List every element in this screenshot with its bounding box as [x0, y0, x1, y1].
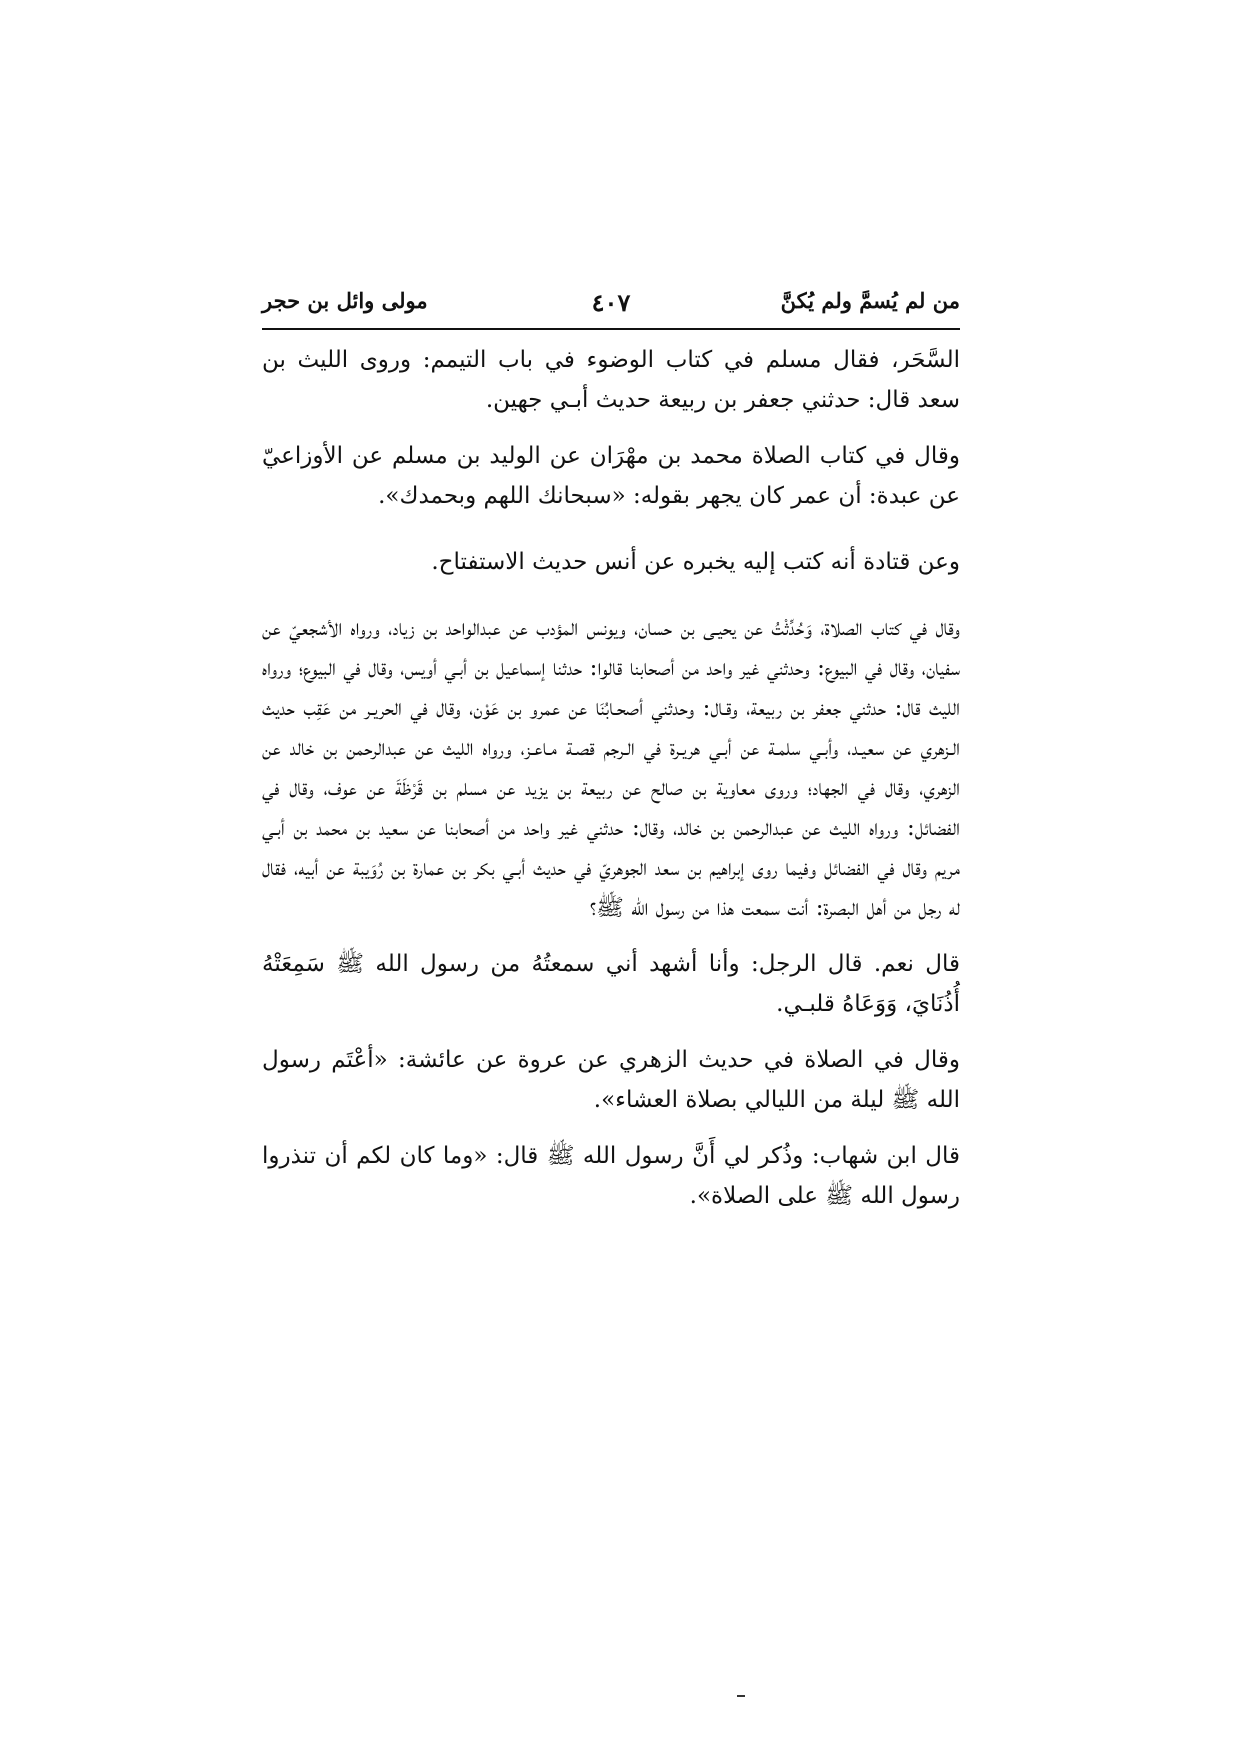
running-title-right: من لم يُسمَّ ولم يُكنَّ [780, 288, 960, 313]
paragraph-5: قال نعم. قال الرجل: وأنا أشهد أني سمعتُهُ من رسول الله ﷺ سَمِعَتْهُ أُذُنَايَ، وَوَعَاهُ قلبـي. [262, 951, 960, 1017]
header-rule [262, 328, 960, 330]
page-header [262, 286, 960, 330]
page-body [262, 340, 960, 1232]
paragraph-6: وقال في الصلاة في حديث الزهري عن عروة عن عائشة: «أعْتَم رسول الله ﷺ ليلة من الليالي بصلاة العشاء». [262, 1047, 960, 1113]
paragraph-1: السَّحَر، فقال مسلم في كتاب الوضوء في باب التيمم: وروى الليث بن سعد قال: حدثني جعفر بن ربيعة حديث أبـي جهين. [262, 347, 960, 413]
page-number: ٤٠٧ [591, 288, 631, 317]
running-title-left: مولى وائل بن حجر [262, 288, 428, 313]
stray-mark [737, 1695, 745, 1697]
paragraph-3: وعن قتادة أنه كتب إليه يخبره عن أنس حديث الاستفتاح. [431, 549, 960, 575]
paragraph-4: وقال في كتاب الصلاة، وَحُدِّثْتُ عن يحيـى بن حسان، ويونس المؤدب عن عبدالواحد بن زياد، ورواه الأشجعيّ عن سفيان، وقال في البيوع: وحدثني غير واحد من أصحابنا قالوا: حدثنا إسماعيل بن أبـي أويس، وقال في البيوع؛ ورواه الليث قال: حدثني جعفر بن ربيعة، وقـال: وحدثني أصحـابُنَا عن عمرو بن عَوْن، وقال في الحريـر من عَقِب حديث الـزهري عن سعيـد، وأبـي سلمـة عن أبـي هريـرة في الـرجم قصـة مـاعـز، ورواه الليث عن عبدالرحمن بن خالد عن الزهري، وقال في الجهاد؛ وروى معاوية بن صالح عن ربيعة بن يزيد عن مسلم بن قَرْظَةَ عن عوف، وقال في الفضائل: ورواه الليث عن عبدالرحمن بن خالد، وقال: حدثني غير واحد من أصحابنا عن سعيد بن محمد بن أبـي مريم وقال في الفضائل وفيما روى إبراهيم بن سعد الجوهريّ في حديث أبـي بكر بن عمارة بن رُوَيبة عن أبيه، فقال له رجل من أهل البصرة: أنت سمعت هذا من رسول الله ﷺ؟ [262, 615, 960, 921]
paragraph-2: وقال في كتاب الصلاة محمد بن مهْرَان عن الوليد بن مسلم عن الأوزاعيّ عن عبدة: أن عمر كان يجهر بقوله: «سبحانك اللهم وبحمدك». [262, 443, 960, 509]
paragraph-7: قال ابن شهاب: وذُكر لي أَنَّ رسول الله ﷺ قال: «وما كان لكم أن تنذروا رسول الله ﷺ على الصلاة». [262, 1143, 960, 1209]
